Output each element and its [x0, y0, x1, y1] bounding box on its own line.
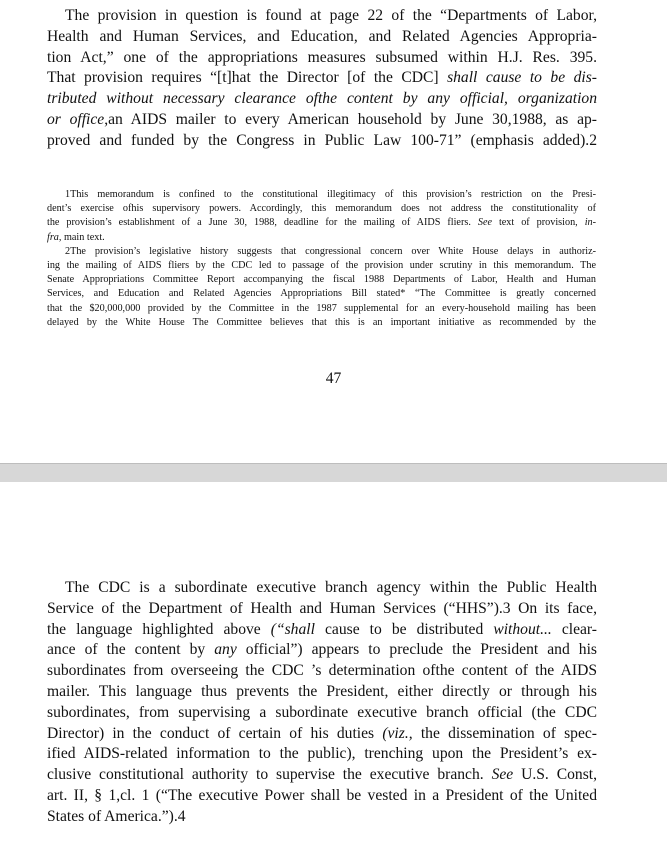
footnote-2: 2The provision’s legislative history suggests that congressional concern over White House delays in authoriz- — [65, 245, 596, 257]
text-line: the language highlighted above (“shall cause to be distributed without... clear- — [47, 620, 598, 638]
footnote-1: 1This memorandum is confined to the constitutional illegitimacy of this provision’s restriction on the Presi- — [65, 189, 596, 200]
text-line: mailer. This language thus prevents the President, either directly or through his — [47, 682, 597, 700]
body-paragraph — [47, 578, 597, 828]
text-line: tributed without necessary clearance ofthe content by any official, organization — [47, 90, 597, 108]
page-separator — [0, 463, 667, 483]
text-line: subordinates, from supervising a subordinate executive branch official (the CDC — [47, 703, 597, 721]
footnote-line: delayed by the White House The Committee believes that this is an important initiative as recommended by the — [47, 316, 596, 328]
text-line: Director) in the conduct of certain of his duties (viz., the dissemination of spec- — [47, 724, 597, 742]
text-line: ance of the content by any official”) appears to preclude the President and his — [47, 641, 597, 659]
text-line: The provision in question is found at page 22 of the “Departments of Labor, — [65, 7, 597, 24]
text-line: Health and Human Services, and Education, and Related Agencies Appropria- — [47, 27, 597, 45]
text-line: tion Act,” one of the appropriations measures subsumed within H.J. Res. 395. — [47, 48, 597, 66]
text-line: subordinates from overseeing the CDC ’s determination ofthe content of the AIDS — [47, 662, 597, 680]
text-line: clusive constitutional authority to supervise the executive branch. See U.S. Const, — [47, 766, 597, 784]
footnote-line: that the $20,000,000 provided by the Committee in the 1987 supplemental for an every-household mailing has been — [47, 302, 596, 314]
footnote-line: the provision’s establishment of a June 30, 1988, deadline for the mailing of AIDS fliers. See text of provision, in- — [47, 217, 597, 229]
text-line: That provision requires “[t]hat the Director [of the CDC] shall cause to be dis- — [47, 69, 597, 87]
text-line: art. II, § 1,cl. 1 (“The executive Power shall be vested in a President of the United — [47, 786, 597, 804]
footnote-line: Services, and Education and Related Agencies Appropriations Bill stated* “The Committee is greatly concerned — [47, 288, 596, 300]
footnotes — [47, 188, 596, 330]
footnote-line: ing the mailing of AIDS fliers by the CDC led to passage of the provision under scrutiny in this memorandum. The — [47, 260, 596, 272]
text-line: proved and funded by the Congress in Public Law 100-71” (emphasis added).2 — [47, 131, 597, 149]
text-line: Service of the Department of Health and Human Services (“HHS”).3 On its face, — [47, 599, 597, 617]
text-line: ified AIDS-related information to the public), trenching upon the President’s ex- — [47, 745, 597, 763]
text-line: or office,an AIDS mailer to every American household by June 30,1988, as ap- — [47, 110, 597, 128]
footnote-line: fra, main text. — [47, 231, 105, 243]
text-line: The CDC is a subordinate executive branch agency within the Public Health — [65, 579, 597, 596]
page-number: 47 — [325, 370, 342, 387]
text-line: States of America.”).4 — [47, 807, 186, 825]
document-page-48 — [0, 482, 667, 845]
body-paragraph — [47, 6, 597, 152]
footnote-line: dent’s exercise ofhis supervisory powers. Accordingly, this memorandum does not address the constitutionality of — [47, 203, 596, 215]
footnote-line: Senate Appropriations Committee Report accompanying the fiscal 1988 Departments of Labor, Health and Human — [47, 274, 596, 286]
